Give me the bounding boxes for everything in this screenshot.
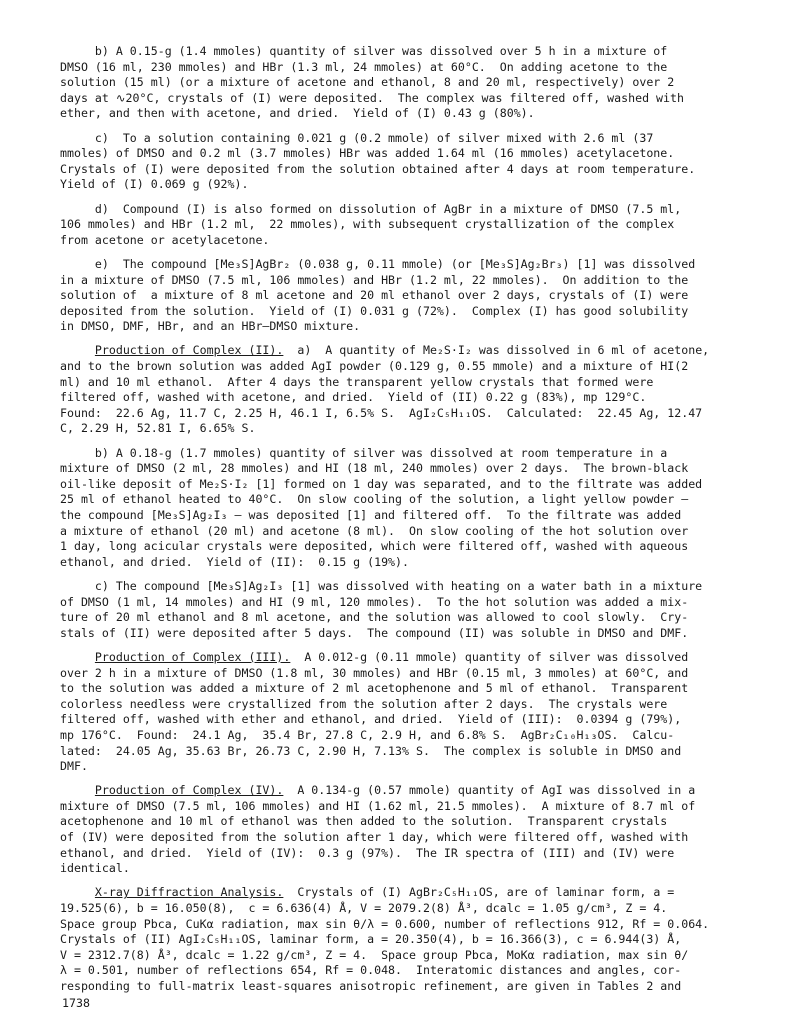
text-line: oil-like deposit of Me₂S·I₂ [1] formed on 1 day was separated, and to the filtrate was added [60, 476, 703, 491]
text-line: 106 mmoles) and HBr (1.2 ml, 22 mmoles), with subsequent crystallization of the complex [60, 217, 675, 232]
text-line: in DMSO, DMF, HBr, and an HBr–DMSO mixture. [60, 319, 361, 334]
text-line: identical. [60, 861, 130, 876]
text-line: ethanol, and dried. Yield of (II): 0.15 g (19%). [60, 554, 410, 569]
text-line [60, 783, 750, 799]
text-line: Space group Pbca, CuKα radiation, max sin θ/λ = 0.600, number of reflections 912, Rf = 0.064. [60, 916, 710, 931]
text-line: λ = 0.501, number of reflections 654, Rf = 0.048. Interatomic distances and angles, cor- [60, 963, 682, 978]
text-line: a mixture of ethanol (20 ml) and acetone (8 ml). On slow cooling of the hot solution over [60, 523, 689, 538]
section-heading: Production of Complex (III). [94, 649, 291, 664]
text-line: e) The compound [Me₃S]AgBr₂ (0.038 g, 0.11 mmole) (or [Me₃S]Ag₂Br₃) [1] was dissolved [60, 256, 696, 271]
text-line: in a mixture of DMSO (7.5 ml, 106 mmoles) and HBr (1.2 ml, 22 mmoles). On addition to the [60, 272, 689, 287]
text-line: Found: 22.6 Ag, 11.7 C, 2.25 H, 46.1 I, 6.5% S. AgI₂C₅H₁₁OS. Calculated: 22.45 Ag, 12.47 [60, 405, 703, 420]
text-line: mmoles) of DMSO and 0.2 ml (3.7 mmoles) HBr was added 1.64 ml (16 mmoles) acetylacetone. [60, 146, 675, 161]
text-line: responding to full-matrix least-squares anisotropic refinement, are given in Tables 2 and [60, 979, 682, 993]
text-line: colorless needless were crystallized from the solution after 2 days. The crystals were [60, 696, 668, 711]
text-line: deposited from the solution. Yield of (I) 0.031 g (72%). Complex (I) has good solubility [60, 303, 689, 318]
text-line: 1 day, long acicular crystals were deposited, which were filtered off, washed with aqueous [60, 539, 689, 554]
text-line: filtered off, washed with ether and ethanol, and dried. Yield of (III): 0.0394 g (79%), [60, 712, 682, 727]
text-line: ture of 20 ml ethanol and 8 ml acetone, and the solution was allowed to cool slowly. Cry- [60, 610, 689, 625]
paragraph-b2 [60, 446, 750, 571]
text-line: ether, and then with acetone, and dried. Yield of (I) 0.43 g (80%). [60, 106, 535, 121]
text-line: Yield of (I) 0.069 g (92%). [60, 177, 249, 192]
text-line: mixture of DMSO (2 ml, 28 mmoles) and HI (18 ml, 240 mmoles) over 2 days. The brown-black [60, 461, 689, 476]
text-line: of (IV) were deposited from the solution after 1 day, which were filtered off, washed with [60, 830, 689, 845]
text-line: filtered off, washed with acetone, and dried. Yield of (II) 0.22 g (83%), mp 129°C. [60, 390, 647, 405]
section-heading: X-ray Diffraction Analysis. [94, 885, 284, 900]
text-line: of DMSO (1 ml, 14 mmoles) and HI (9 ml, 120 mmoles). To the hot solution was added a mix- [60, 594, 689, 609]
text-line [60, 885, 750, 901]
text-line: solution (15 ml) (or a mixture of acetone and ethanol, 8 and 20 ml, respectively) over 2 [60, 75, 675, 90]
text-line: DMSO (16 ml, 230 mmoles) and HBr (1.3 ml, 24 mmoles) at 60°C. On adding acetone to the [60, 59, 668, 74]
text-line: b) A 0.15-g (1.4 mmoles) quantity of silver was dissolved over 5 h in a mixture of [60, 44, 668, 58]
text-line-rest: Crystals of (I) AgBr₂C₅H₁₁OS, are of laminar form, a = [283, 885, 675, 900]
paragraph-xray [60, 885, 750, 994]
text-line: 25 ml of ethanol heated to 40°C. On slow cooling of the solution, a light yellow powder – [60, 492, 689, 507]
section-heading: Production of Complex (IV). [94, 783, 284, 798]
text-line: solution of a mixture of 8 ml acetone and 20 ml ethanol over 2 days, crystals of (I) were [60, 288, 689, 303]
text-line: stals of (II) were deposited after 5 days. The compound (II) was soluble in DMSO and DMF. [60, 625, 689, 640]
paragraph-c1 [60, 131, 750, 193]
paragraph-b1 [60, 44, 750, 122]
text-line [60, 650, 750, 666]
text-line: and to the brown solution was added AgI powder (0.129 g, 0.55 mmole) and a mixture of HI(2 [60, 359, 689, 374]
text-line: to the solution was added a mixture of 2 ml acetophenone and 5 ml of ethanol. Transparent [60, 681, 689, 696]
text-line: acetophenone and 10 ml of ethanol was then added to the solution. Transparent crystals [60, 814, 668, 829]
text-line [60, 343, 750, 359]
text-line: DMF. [60, 759, 88, 774]
text-line: lated: 24.05 Ag, 35.63 Br, 26.73 C, 2.90 H, 7.13% S. The complex is soluble in DMSO and [60, 743, 682, 758]
text-line: b) A 0.18-g (1.7 mmoles) quantity of silver was dissolved at room temperature in a [60, 445, 668, 460]
paragraph-d1 [60, 202, 750, 249]
text-line: over 2 h in a mixture of DMSO (1.8 ml, 30 mmoles) and HBr (0.15 ml, 3 mmoles) at 60°C, and [60, 665, 689, 680]
text-line: mixture of DMSO (7.5 ml, 106 mmoles) and HI (1.62 ml, 21.5 mmoles). A mixture of 8.7 ml of [60, 798, 696, 813]
text-line: from acetone or acetylacetone. [60, 232, 270, 247]
text-line: d) Compound (I) is also formed on dissolution of AgBr in a mixture of DMSO (7.5 ml, [60, 201, 682, 216]
paragraph-complex-iii [60, 650, 750, 775]
text-line: the compound [Me₃S]Ag₂I₃ – was deposited [1] and filtered off. To the filtrate was added [60, 508, 682, 522]
text-line: ethanol, and dried. Yield of (IV): 0.3 g (97%). The IR spectra of (III) and (IV) were [60, 845, 675, 860]
text-line: Crystals of (II) AgI₂C₅H₁₁OS, laminar form, a = 20.350(4), b = 16.366(3), c = 6.944(3) Å, [60, 932, 682, 947]
paragraph-complex-ii [60, 343, 750, 437]
text-line: 19.525(6), b = 16.050(8), c = 6.636(4) Å, V = 2079.2(8) Å³, dcalc = 1.05 g/cm³, Z = 4. [60, 901, 668, 916]
text-line-rest: A 0.134-g (0.57 mmole) quantity of AgI was dissolved in a [283, 783, 696, 798]
paragraph-complex-iv [60, 783, 750, 877]
paragraph-e1 [60, 257, 750, 335]
text-line: c) The compound [Me₃S]Ag₂I₃ [1] was dissolved with heating on a water bath in a mixture [60, 578, 703, 593]
text-line: C, 2.29 H, 52.81 I, 6.65% S. [60, 421, 256, 436]
text-line-rest: A 0.012-g (0.11 mmole) quantity of silver was dissolved [290, 649, 689, 664]
text-line: days at ∿20°C, crystals of (I) were deposited. The complex was filtered off, washed with [60, 90, 684, 105]
text-line: c) To a solution containing 0.021 g (0.2 mmole) of silver mixed with 2.6 ml (37 [60, 130, 654, 145]
text-line: mp 176°C. Found: 24.1 Ag, 35.4 Br, 27.8 C, 2.9 H, and 6.8% S. AgBr₂C₁₀H₁₃OS. Calcu- [60, 727, 675, 742]
text-line-rest: a) A quantity of Me₂S·I₂ was dissolved in 6 ml of acetone, [283, 343, 710, 358]
page-number: 1738 [62, 996, 90, 1010]
page-body [60, 44, 750, 1003]
text-line: Crystals of (I) were deposited from the solution obtained after 4 days at room temperature. [60, 161, 696, 176]
section-heading: Production of Complex (II). [94, 343, 284, 358]
paragraph-c2 [60, 579, 750, 641]
text-line: ml) and 10 ml ethanol. After 4 days the transparent yellow crystals that formed were [60, 374, 654, 389]
text-line: V = 2312.7(8) Å³, dcalc = 1.22 g/cm³, Z = 4. Space group Pbca, MoKα radiation, max sin θ/ [60, 947, 689, 962]
